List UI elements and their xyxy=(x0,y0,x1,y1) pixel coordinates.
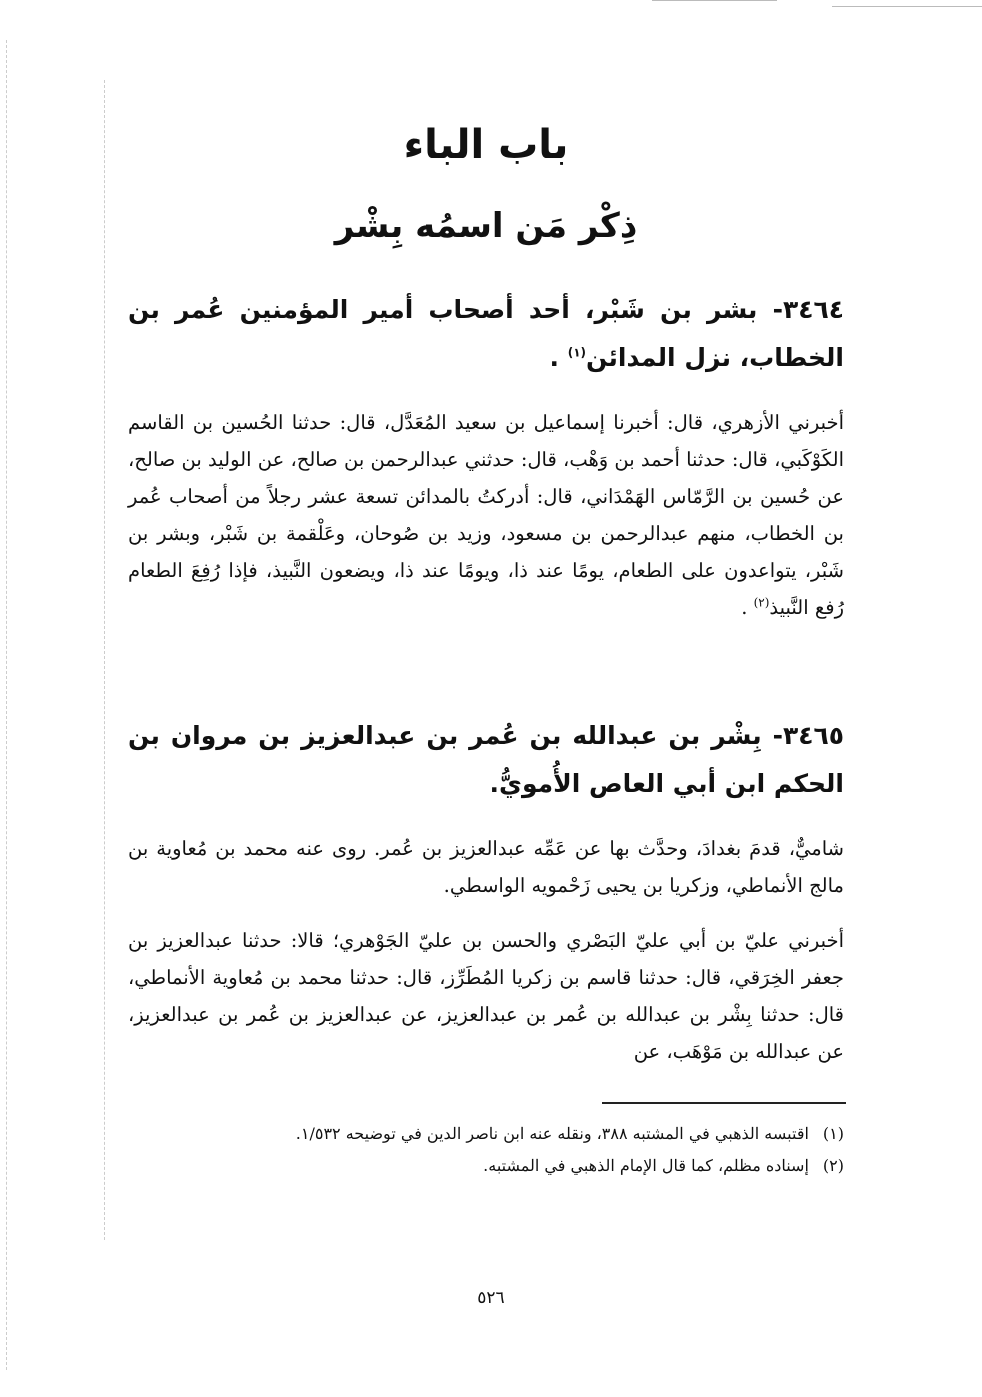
paragraph-isnad-2 xyxy=(128,922,844,1070)
footnote-1 xyxy=(128,1118,844,1150)
page-number: ٥٢٦ xyxy=(477,1288,505,1308)
entry-end: . xyxy=(549,343,568,372)
footnote-ref[interactable]: (١) xyxy=(567,345,587,360)
paragraph-text: أخبرني عليّ بن أبي عليّ البَصْري والحسن بن عليّ الجَوْهري؛ قالا: حدثنا عبدالعزيز بن جعفر الخِرَقي، قال: حدثنا قاسم بن زكريا المُطَرِّز، قال: حدثنا محمد بن مُعاوية الأنماطي، قال: حدثنا بِشْر بن عبدالله بن عُمر بن عبدالعزيز، عن عبدالعزيز بن عُمر بن عبدالعزيز، عن عبدالله بن مَوْهَب، عن xyxy=(128,929,844,1063)
footnote-text: إسناده مظلم، كما قال الإمام الذهبي في المشتبه. xyxy=(483,1156,809,1175)
entry-number: ٣٤٦٥- xyxy=(772,721,844,750)
paragraph-bio xyxy=(128,830,844,904)
scan-artifact-line xyxy=(652,0,777,1)
paragraph-isnad-1 xyxy=(128,404,844,626)
footnotes xyxy=(128,1118,844,1182)
section-title: ذِكْر مَن اسمُه بِشْر xyxy=(334,206,638,246)
entry-title: بشر بن شَبْر، أحد أصحاب أمير المؤمنين عُمر بن الخطاب، نزل المدائن xyxy=(128,295,844,372)
entry-3465 xyxy=(128,712,844,808)
paragraph-text: أخبرني الأزهري، قال: أخبرنا إسماعيل بن سعيد المُعَدَّل، قال: حدثنا الحُسين بن القاسم الكَوْكَبي، قال: حدثنا أحمد بن وَهْب، قال: حدثني عبدالرحمن بن صالح، عن الوليد بن صالح، عن حُسين بن الرَّمّاس الهَمْدَاني، قال: أدركتُ بالمدائن تسعة عشر رجلاً من أصحاب عُمر بن الخطاب، منهم عبدالرحمن بن مسعود، وزيد بن صُوحان، وعَلْقمة بن شَبْر، وبشر بن شَبْر، يتواعدون على الطعام، يومًا عند ذا، ويومًا عند ذا، ويضعون النَّبيذ، فإذا رُفِعَ الطعام رُفع النَّبيذ xyxy=(128,411,844,619)
scan-artifact-line xyxy=(6,40,7,1370)
entry-title: بِشْر بن عبدالله بن عُمر بن عبدالعزيز بن مروان بن الحكم ابن أبي العاص الأُمويُّ. xyxy=(128,721,844,798)
scan-artifact-line xyxy=(104,80,105,1240)
paragraph-end: . xyxy=(741,596,754,619)
chapter-title: باب الباء xyxy=(403,122,569,168)
entry-3464 xyxy=(128,286,844,382)
footnote-2 xyxy=(128,1150,844,1182)
footnote-number: (١) xyxy=(822,1124,844,1143)
footnote-separator xyxy=(602,1102,846,1104)
footnote-text: اقتبسه الذهبي في المشتبه ٣٨٨، ونقله عنه ابن ناصر الدين في توضيحه ١/٥٣٢. xyxy=(295,1124,809,1143)
entry-number: ٣٤٦٤- xyxy=(772,295,844,324)
paragraph-text: شاميٌّ، قدمَ بغدادَ، وحدَّث بها عن عَمِّه عبدالعزيز بن عُمر. روى عنه محمد بن مُعاوية بن مالج الأنماطي، وزكريا بن يحيى زَحْمويه الواسطي. xyxy=(128,837,844,897)
scan-artifact-line xyxy=(832,6,982,7)
footnote-number: (٢) xyxy=(822,1156,844,1175)
footnote-ref[interactable]: (٢) xyxy=(753,595,770,610)
